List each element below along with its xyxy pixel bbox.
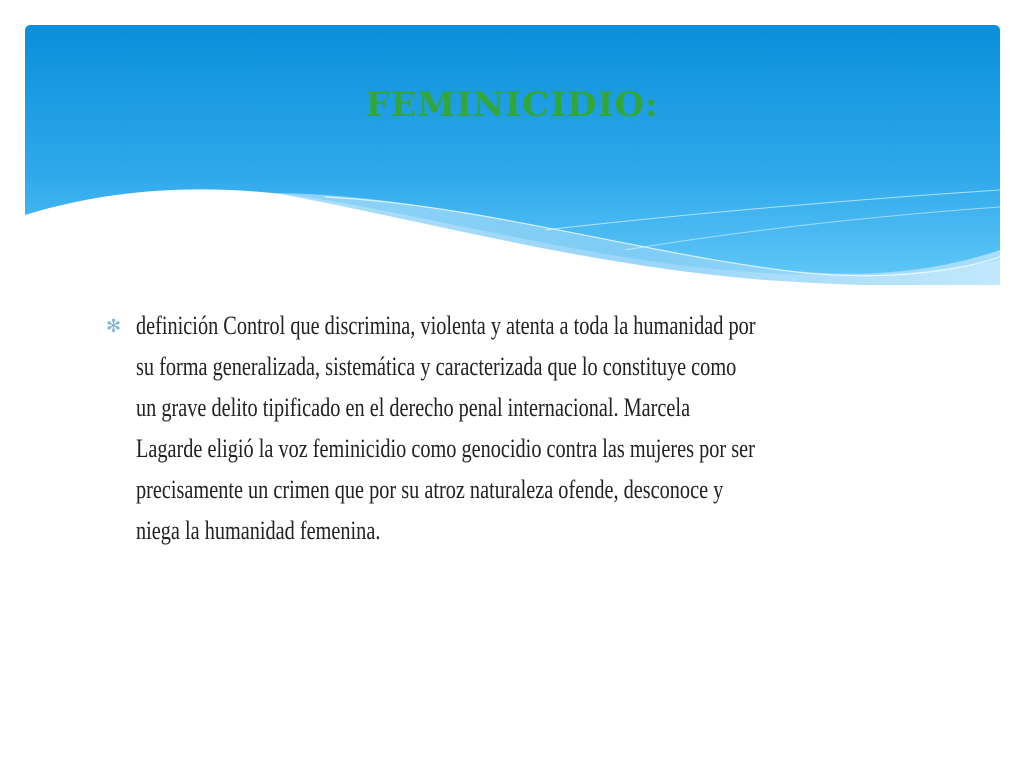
asterisk-bullet-icon: ✻ [106, 316, 122, 337]
slide-title: FEMINICIDIO: [365, 85, 659, 125]
bullet-text: definición Control que discrimina, violenta y atenta a toda la humanidad por su forma generalizada, sistemática y caracterizada que lo constituye como un grave delito tipificado en el derecho penal internacional. Marcela Lagarde eligió la voz feminicidio como genocidio contra las mujeres por ser precisamente un crimen que por su atroz naturaleza ofende, desconoce y niega la humanidad femenina. [136, 311, 756, 545]
bullet-list [106, 305, 936, 551]
list-item [106, 305, 936, 551]
header-wave-banner [25, 25, 1000, 285]
wave-graphic [25, 25, 1000, 285]
